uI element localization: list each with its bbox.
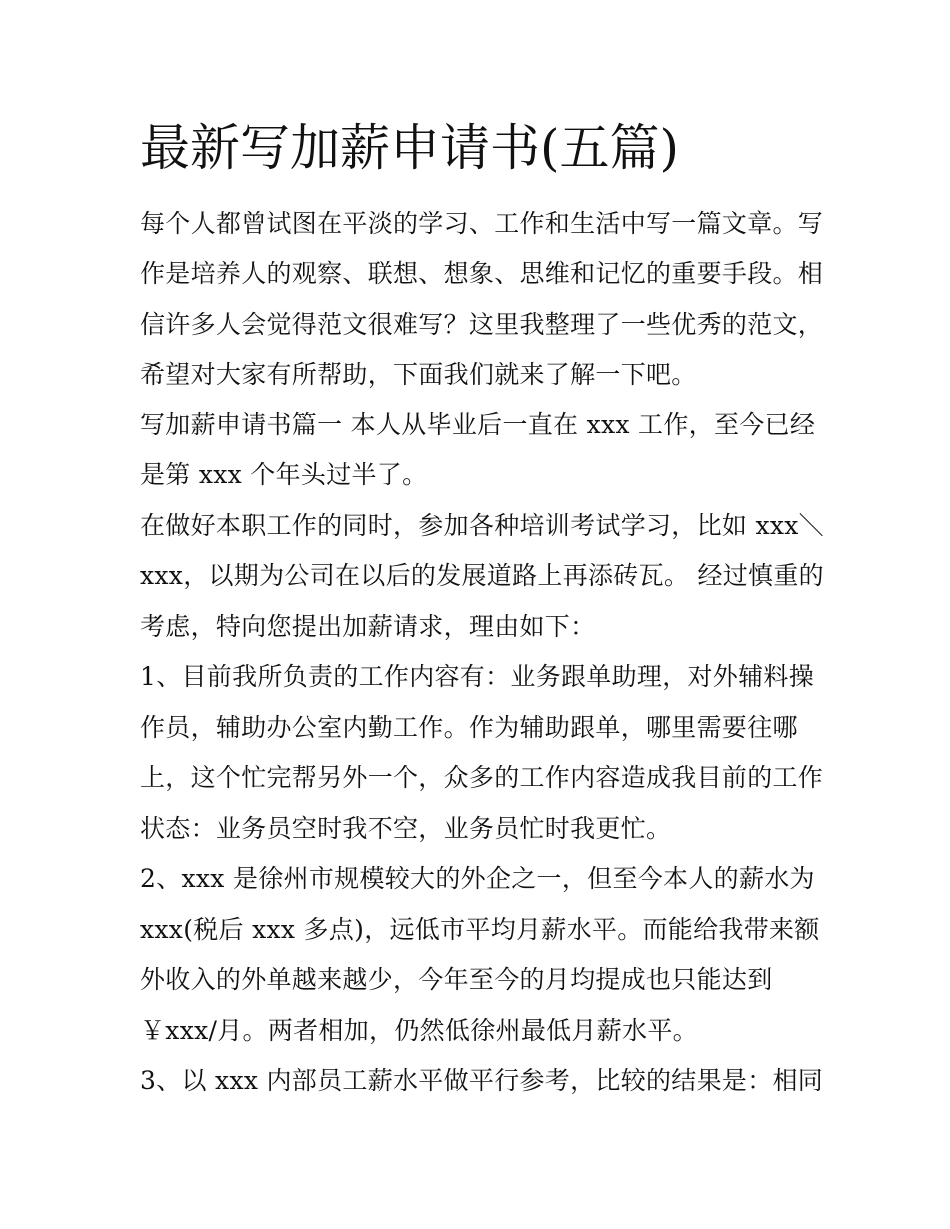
body-line: 3、以 xxx 内部员工薪水平做平行参考，比较的结果是：相同	[140, 1066, 824, 1095]
body-line: 作是培养人的观察、联想、想象、思维和记忆的重要手段。相	[140, 259, 824, 288]
body-line: 信许多人会觉得范文很难写？这里我整理了一些优秀的范文，	[140, 310, 824, 339]
body-line: 上，这个忙完帮另外一个，众多的工作内容造成我目前的工作	[140, 763, 824, 792]
body-line: 状态：业务员空时我不空，业务员忙时我更忙。	[140, 814, 672, 843]
body-line: xxx(税后 xxx 多点)，远低市平均月薪水平。而能给我带来额	[140, 915, 820, 944]
body-line: ￥xxx/月。两者相加，仍然低徐州最低月薪水平。	[140, 1016, 698, 1045]
body-line: xxx，以期为公司在以后的发展道路上再添砖瓦。 经过慎重的	[140, 561, 824, 590]
document-title: 最新写加薪申请书(五篇)	[140, 119, 680, 177]
body-line: 作员，辅助办公室内勤工作。作为辅助跟单，哪里需要往哪	[140, 713, 798, 742]
body-line: 外收入的外单越来越少，今年至今的月均提成也只能达到	[140, 965, 773, 994]
body-line: 每个人都曾试图在平淡的学习、工作和生活中写一篇文章。写	[140, 209, 824, 238]
body-line: 是第 xxx 个年头过半了。	[140, 460, 428, 489]
body-line: 希望对大家有所帮助，下面我们就来了解一下吧。	[140, 360, 697, 389]
body-line: 写加薪申请书篇一 本人从毕业后一直在 xxx 工作，至今已经	[140, 410, 816, 439]
body-line: 1、目前我所负责的工作内容有：业务跟单助理，对外辅料操	[140, 662, 815, 691]
body-line: 2、xxx 是徐州市规模较大的外企之一，但至今本人的薪水为	[140, 864, 815, 893]
body-line: 考虑，特向您提出加薪请求，理由如下：	[140, 612, 596, 641]
body-line: 在做好本职工作的同时，参加各种培训考试学习，比如 xxx＼	[140, 511, 824, 540]
